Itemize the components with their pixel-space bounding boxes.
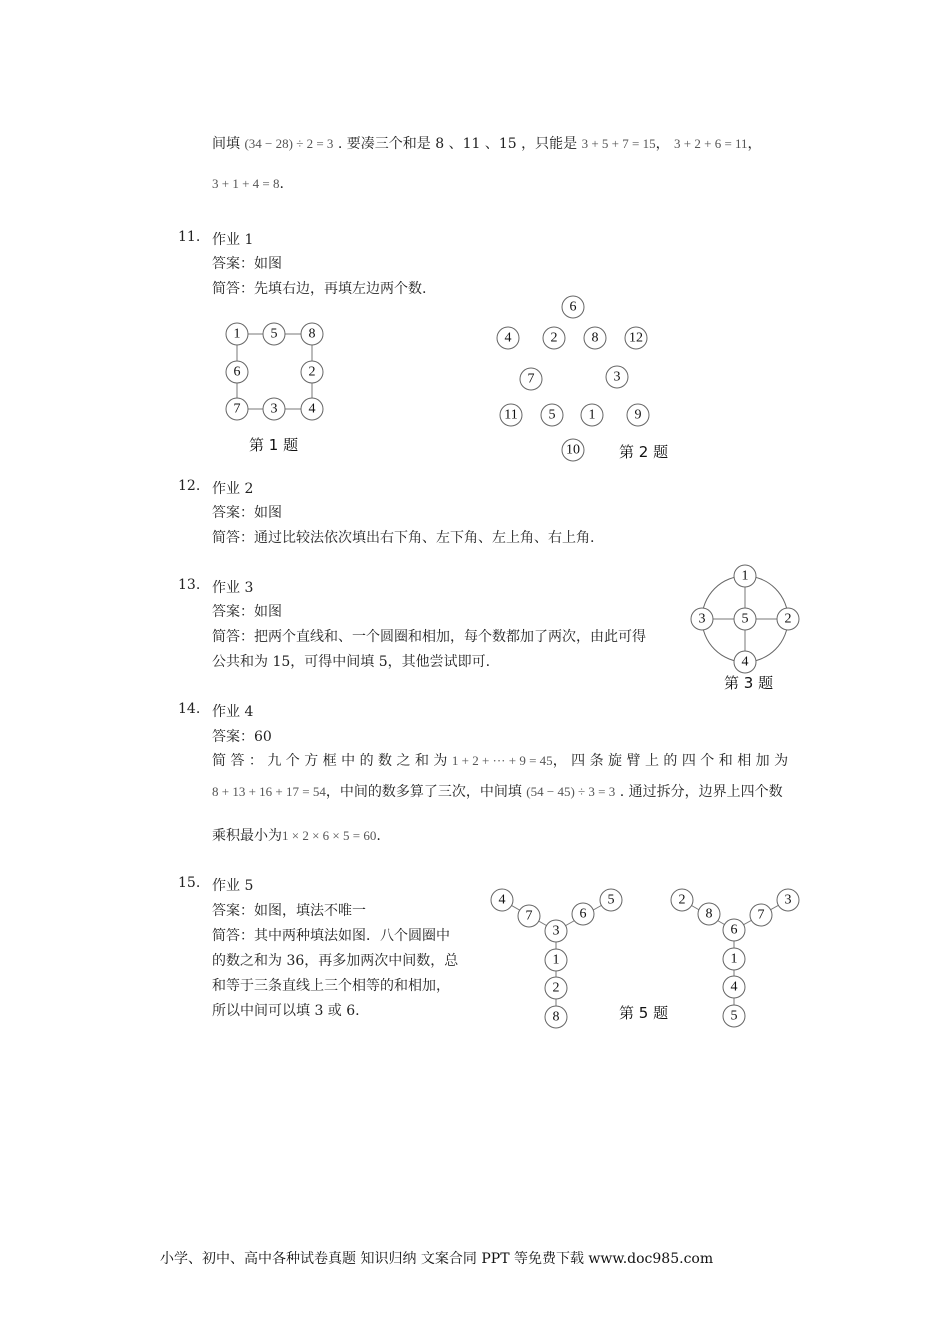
node — [734, 565, 756, 587]
node — [600, 889, 622, 911]
node — [226, 361, 248, 383]
svg-text:2: 2 — [550, 330, 558, 346]
figure-5b — [665, 885, 810, 1035]
node — [541, 404, 563, 426]
formula: 1 × 2 × 6 × 5 = 60 — [282, 828, 377, 843]
formula: 3 + 2 + 6 = 11 — [674, 136, 748, 151]
brief-line: 和等于三条直线上三个相等的和相加， — [212, 978, 450, 994]
node — [500, 404, 522, 426]
svg-text:7: 7 — [757, 907, 765, 923]
question-number: 12. — [178, 478, 201, 494]
svg-text:2: 2 — [784, 611, 792, 627]
node — [562, 439, 584, 461]
node — [545, 949, 567, 971]
svg-text:8: 8 — [705, 906, 713, 922]
answer-line: 答案：如图 — [212, 505, 282, 521]
separator: ， — [747, 136, 762, 152]
brief-line: 简答：先填右边，再填左边两个数. — [212, 281, 427, 297]
node — [581, 404, 603, 426]
answer-line: 答案：如图 — [212, 256, 282, 272]
svg-text:7: 7 — [527, 371, 535, 387]
figure-3 — [685, 562, 805, 677]
formula: 3 + 1 + 4 = 8 — [212, 176, 280, 191]
svg-text:3: 3 — [613, 369, 621, 385]
figure-caption: 第 1 题 — [249, 436, 299, 454]
node — [520, 368, 542, 390]
formula: 1 + 2 + ··· + 9 = 45 — [451, 753, 553, 768]
svg-text:5: 5 — [741, 611, 749, 627]
answer-line: 答案：60 — [212, 729, 272, 745]
question-title: 作业 4 — [212, 704, 254, 720]
node — [545, 977, 567, 999]
node — [263, 323, 285, 345]
svg-text:8: 8 — [308, 326, 316, 342]
brief-text: . — [376, 828, 381, 844]
svg-text:3: 3 — [270, 401, 278, 417]
svg-text:1: 1 — [233, 326, 241, 342]
node — [625, 327, 647, 349]
brief-line: 的数之和为 36，再多加两次中间数，总 — [212, 953, 459, 969]
brief-line: 简答：通过比较法依次填出右下角、左下角、左上角、右上角. — [212, 530, 595, 546]
node — [545, 920, 567, 942]
brief-line-3 — [212, 825, 381, 845]
svg-text:6: 6 — [233, 364, 241, 380]
question-number: 15. — [178, 875, 201, 891]
footer-text: 小学、初中、高中各种试卷真题 知识归纳 文案合同 PPT 等免费下载 www.doc985.com — [160, 1251, 714, 1267]
svg-text:10: 10 — [566, 442, 580, 458]
node — [734, 608, 756, 630]
question-title: 作业 5 — [212, 878, 254, 894]
svg-text:7: 7 — [233, 401, 241, 417]
svg-text:1: 1 — [552, 952, 560, 968]
svg-text:3: 3 — [698, 611, 706, 627]
svg-text:2: 2 — [678, 892, 686, 908]
node — [572, 903, 594, 925]
node — [734, 651, 756, 673]
node — [226, 398, 248, 420]
node — [777, 608, 799, 630]
svg-text:4: 4 — [308, 401, 316, 417]
svg-text:5: 5 — [548, 407, 556, 423]
brief-line: 简答：其中两种填法如图．八个圆圈中 — [212, 928, 450, 944]
node — [497, 327, 519, 349]
node — [301, 361, 323, 383]
svg-text:9: 9 — [634, 407, 642, 423]
svg-text:8: 8 — [552, 1009, 560, 1025]
formula: 3 + 5 + 7 = 15 — [581, 136, 656, 151]
node — [545, 1006, 567, 1028]
svg-text:6: 6 — [730, 922, 738, 938]
figure-caption: 第 5 题 — [619, 1004, 669, 1022]
figure-caption: 第 2 题 — [619, 443, 669, 461]
formula: 8 + 13 + 16 + 17 = 54 — [212, 784, 326, 799]
svg-text:12: 12 — [629, 330, 643, 346]
brief-text: ， 四 条 旋 臂 上 的 四 个 和 相 加 为 — [552, 753, 789, 769]
svg-text:1: 1 — [588, 407, 596, 423]
brief-line: 公共和为 15，可得中间填 5，其他尝试即可. — [212, 654, 491, 670]
svg-text:11: 11 — [504, 407, 518, 423]
svg-text:2: 2 — [552, 980, 560, 996]
svg-text:4: 4 — [504, 330, 512, 346]
question-number: 13. — [178, 577, 201, 593]
separator: ， — [655, 136, 670, 152]
formula: (54 − 45) ÷ 3 = 3 — [526, 784, 616, 799]
svg-text:5: 5 — [270, 326, 278, 342]
node — [584, 327, 606, 349]
svg-text:1: 1 — [730, 951, 738, 967]
node — [671, 889, 693, 911]
answer-line: 答案：如图，填法不唯一 — [212, 903, 366, 919]
intro-line-1 — [212, 133, 762, 153]
node — [606, 366, 628, 388]
node — [263, 398, 285, 420]
svg-text:2: 2 — [308, 364, 316, 380]
svg-text:1: 1 — [741, 568, 749, 584]
formula: (34 − 28) ÷ 2 = 3 — [244, 136, 334, 151]
svg-text:5: 5 — [730, 1008, 738, 1024]
figure-1 — [215, 315, 340, 425]
svg-text:8: 8 — [591, 330, 599, 346]
question-number: 11. — [178, 229, 201, 245]
svg-text:6: 6 — [569, 299, 577, 315]
svg-text:4: 4 — [741, 654, 749, 670]
figure-5a — [485, 885, 625, 1035]
svg-text:4: 4 — [730, 979, 738, 995]
question-title: 作业 2 — [212, 481, 254, 497]
node — [543, 327, 565, 349]
intro-line-2 — [212, 176, 284, 192]
node — [777, 889, 799, 911]
brief-text: 乘积最小为 — [212, 828, 282, 844]
node — [491, 889, 513, 911]
node — [627, 404, 649, 426]
answer-line: 答案：如图 — [212, 604, 282, 620]
node — [723, 976, 745, 998]
node — [562, 296, 584, 318]
node — [301, 323, 323, 345]
brief-text: 简 答 ： 九 个 方 框 中 的 数 之 和 为 — [212, 753, 448, 769]
question-title: 作业 3 — [212, 580, 254, 596]
node — [698, 903, 720, 925]
node — [301, 398, 323, 420]
node — [226, 323, 248, 345]
brief-line-2 — [212, 781, 783, 801]
question-title: 作业 1 — [212, 232, 254, 248]
brief-line-1 — [212, 750, 788, 770]
node — [723, 1005, 745, 1027]
svg-text:4: 4 — [498, 892, 506, 908]
brief-text: ，中间的数多算了三次，中间填 — [325, 784, 522, 800]
svg-text:3: 3 — [552, 923, 560, 939]
node — [691, 608, 713, 630]
node — [518, 905, 540, 927]
period: . — [279, 176, 284, 192]
svg-text:3: 3 — [784, 892, 792, 908]
question-number: 14. — [178, 701, 201, 717]
node — [723, 919, 745, 941]
intro-text-a: 间填 — [212, 136, 240, 152]
svg-text:7: 7 — [525, 908, 533, 924]
node — [723, 948, 745, 970]
svg-text:5: 5 — [607, 892, 615, 908]
svg-text:6: 6 — [579, 906, 587, 922]
brief-line: 所以中间可以填 3 或 6. — [212, 1003, 360, 1019]
node — [750, 904, 772, 926]
brief-line: 简答：把两个直线和、一个圆圈和相加，每个数都加了两次，由此可得 — [212, 629, 646, 645]
intro-text-b: . 要凑三个和是 8 、11 、15 ，只能是 — [337, 136, 578, 152]
brief-text: . 通过拆分，边界上四个数 — [619, 784, 783, 800]
figure-caption: 第 3 题 — [724, 674, 774, 692]
